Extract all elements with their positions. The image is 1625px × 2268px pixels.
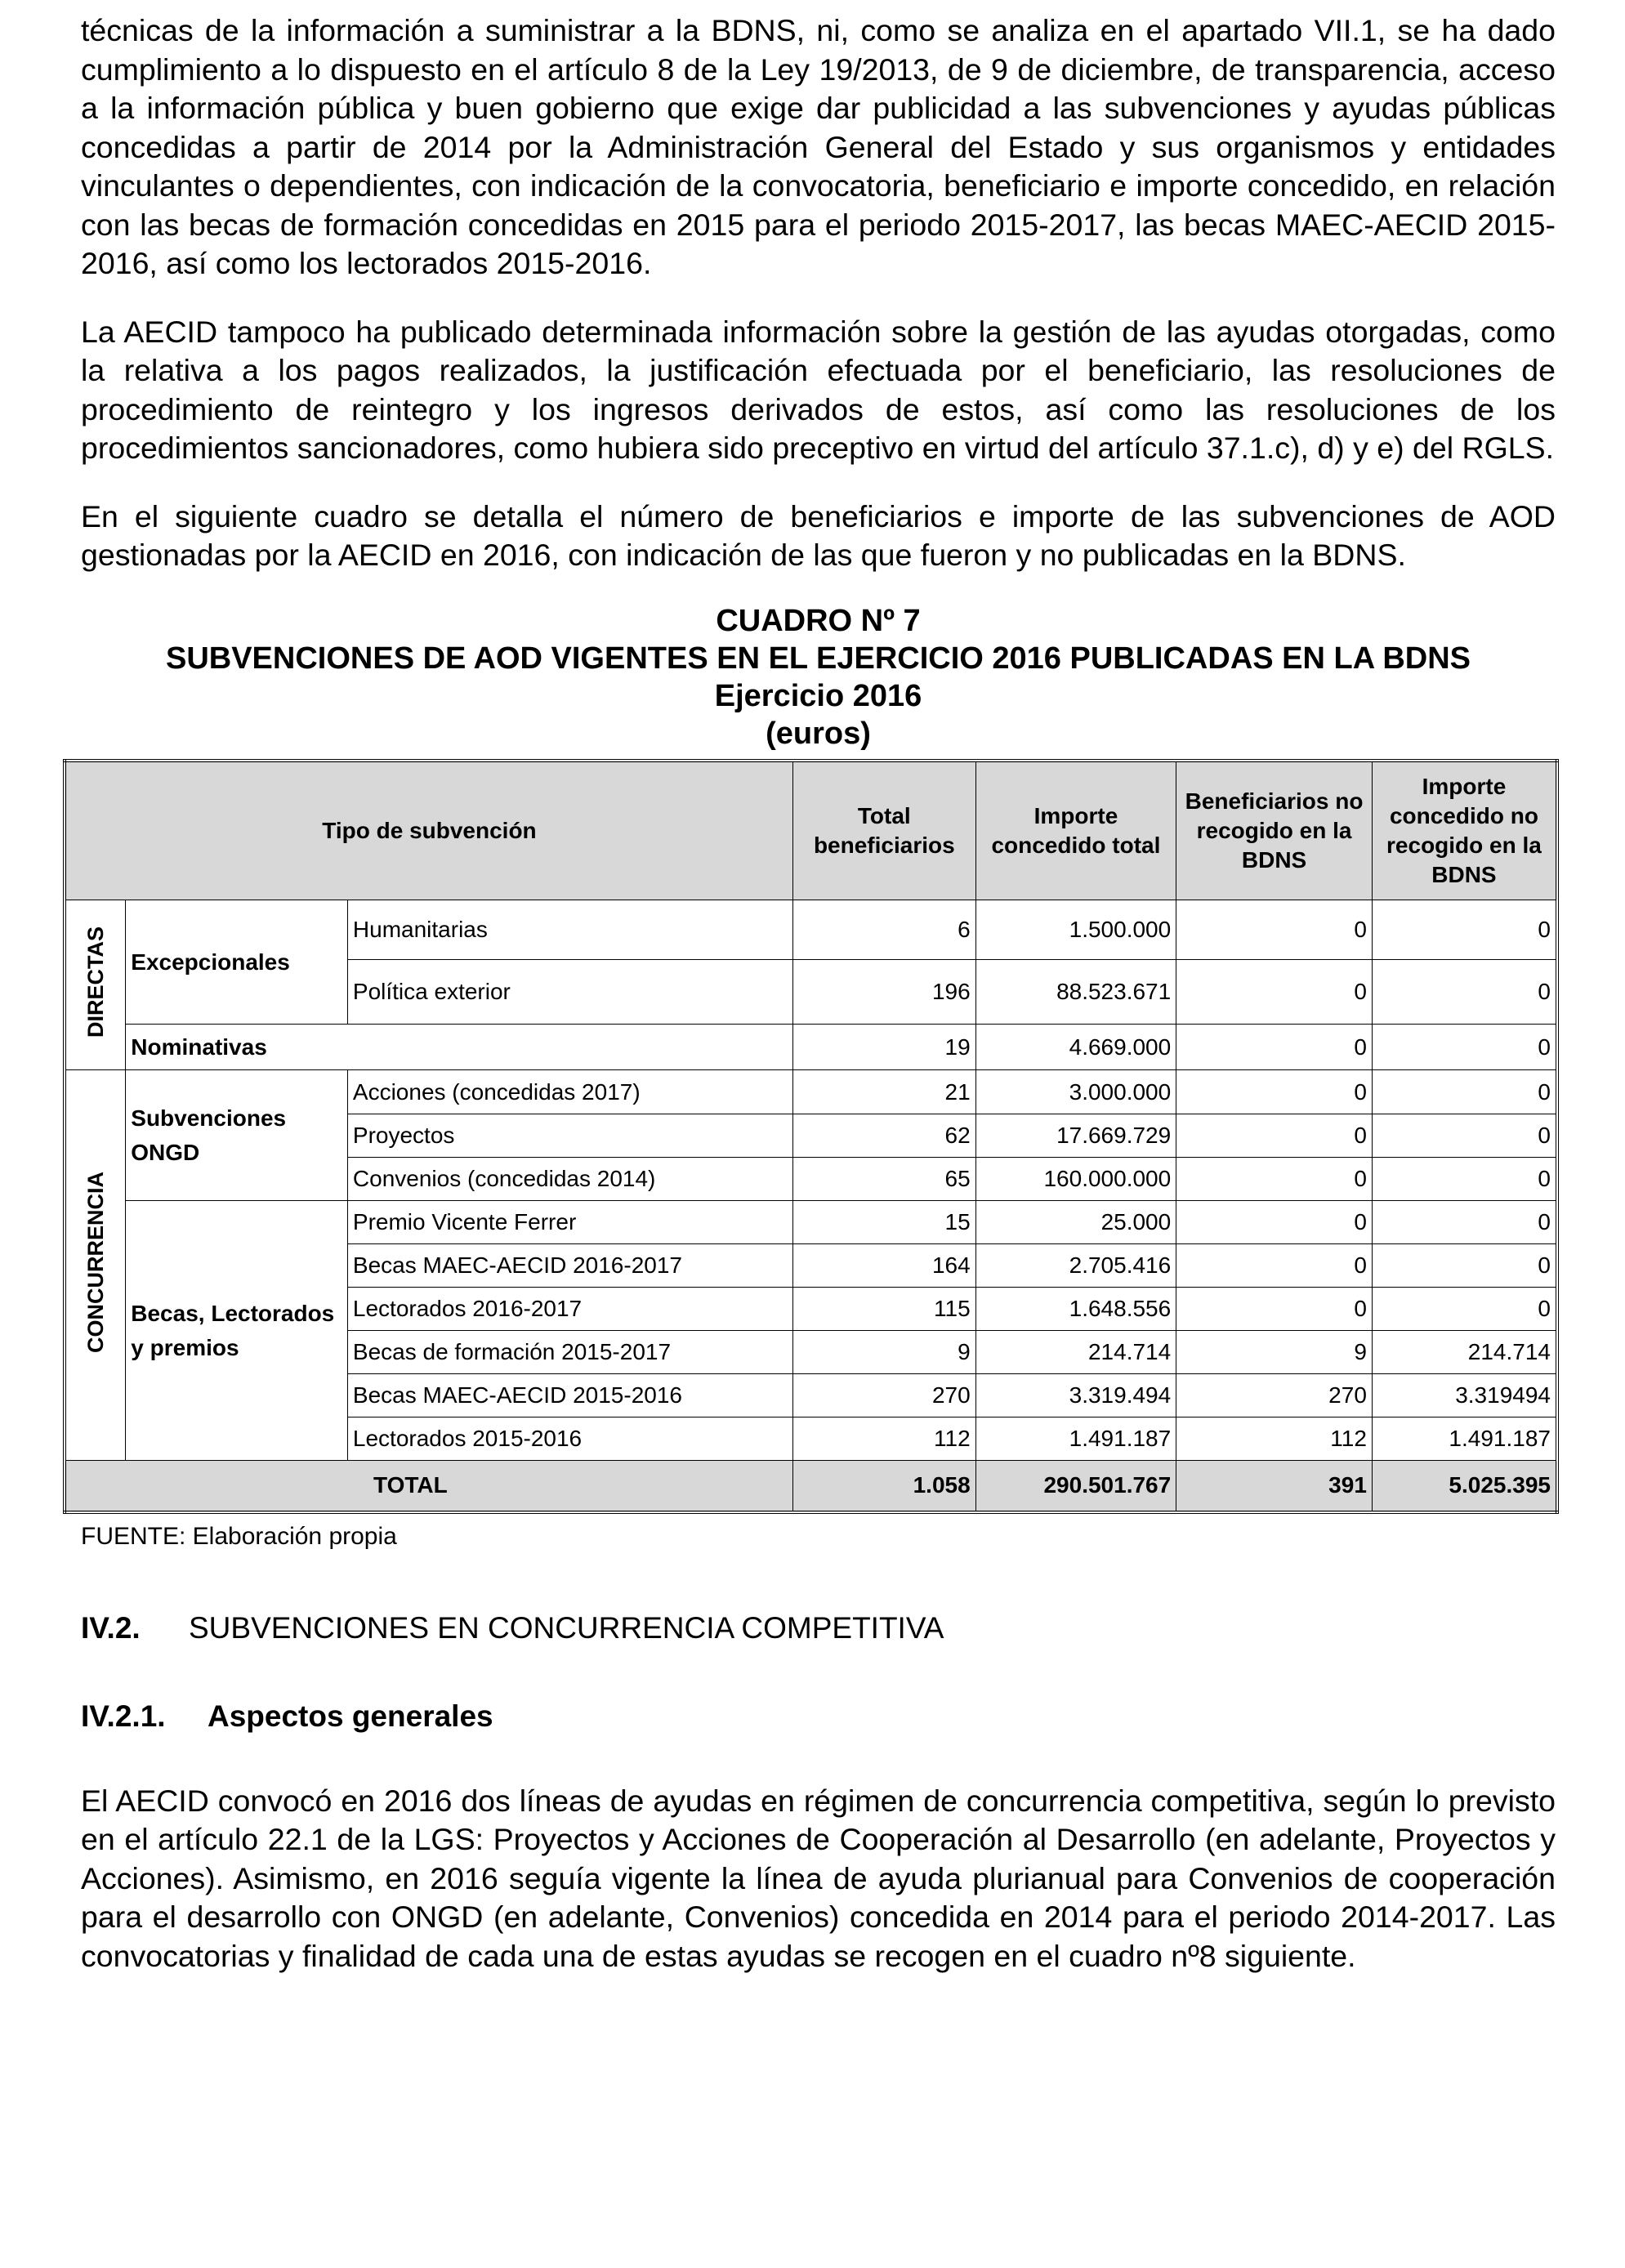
cell-total: 115	[792, 1288, 975, 1331]
cell-benef-no: 0	[1176, 1114, 1373, 1158]
header-beneficiarios-no-bdns: Beneficiarios no recogido en la BDNS	[1176, 761, 1373, 900]
subsection-heading	[81, 1699, 1556, 1734]
table-row	[65, 1201, 1557, 1244]
cell-importe-no: 0	[1372, 1288, 1557, 1331]
row-label: Convenios (concedidas 2014)	[347, 1158, 792, 1201]
table-units: (euros)	[766, 716, 871, 751]
total-importe: 290.501.767	[975, 1461, 1176, 1512]
paragraph-3: En el siguiente cuadro se detalla el número de beneficiarios e importe de las subvenciones de AOD gestionadas por la AECID en 2016, con indicación de las que fueron y no publicadas en la BDNS.	[81, 498, 1556, 572]
table-subtitle: Ejercicio 2016	[714, 678, 922, 713]
cell-total: 15	[792, 1201, 975, 1244]
cell-benef-no: 0	[1176, 960, 1373, 1025]
table-row	[65, 1025, 1557, 1070]
row-label: Becas MAEC-AECID 2016-2017	[347, 1244, 792, 1288]
cell-benef-no: 270	[1176, 1374, 1373, 1418]
cell-total: 65	[792, 1158, 975, 1201]
paragraph-1: técnicas de la información a suministrar a la BDNS, ni, como se analiza en el apartado VII.1, se ha dado cumplimiento a lo dispuesto en el artículo 8 de la Ley 19/2013, de 9 de diciembre, de transparencia, acceso a la información pública y buen gobierno que exige dar publicidad a las subvenciones y ayudas públicas concedidas a partir de 2014 por la Administración General del Estado y sus organismos y entidades vinculantes o dependientes, con indicación de la convocatoria, beneficiario e importe concedido, en relación con las becas de formación concedidas en 2015 para el periodo 2015-2017, las becas MAEC-AECID 2015-2016, así como los lectorados 2015-2016.	[81, 13, 1556, 280]
cell-benef-no: 112	[1176, 1418, 1373, 1461]
cell-total: 270	[792, 1374, 975, 1418]
paragraph-2: La AECID tampoco ha publicado determinada información sobre la gestión de las ayudas otorgadas, como la relativa a los pagos realizados, la justificación efectuada por el beneficiario, las resoluciones de procedimiento de reintegro y los ingresos derivados de estos, así como las resoluciones de los procedimientos sancionadores, como hubiera sido preceptivo en virtud del artículo 37.1.c), d) y e) del RGLS.	[81, 314, 1556, 465]
row-label: Proyectos	[347, 1114, 792, 1158]
cell-total: 112	[792, 1418, 975, 1461]
subsidies-table	[63, 759, 1559, 1514]
cell-importe-no: 0	[1372, 1070, 1557, 1114]
total-importe-no: 5.025.395	[1372, 1461, 1557, 1512]
cell-total: 62	[792, 1114, 975, 1158]
cell-importe: 1.500.000	[975, 900, 1176, 960]
group-directas: DIRECTAS	[65, 900, 126, 1070]
header-total-beneficiarios: Total beneficiarios	[792, 761, 975, 900]
cell-importe: 214.714	[975, 1331, 1176, 1374]
row-label: Becas de formación 2015-2017	[347, 1331, 792, 1374]
group-excepcionales: Excepcionales	[126, 900, 348, 1025]
table-title-block	[81, 602, 1556, 752]
total-beneficiarios: 1.058	[792, 1461, 975, 1512]
row-label: Premio Vicente Ferrer	[347, 1201, 792, 1244]
cell-importe: 4.669.000	[975, 1025, 1176, 1070]
cell-importe-no: 0	[1372, 1201, 1557, 1244]
cell-importe-no: 0	[1372, 900, 1557, 960]
cell-benef-no: 0	[1176, 1201, 1373, 1244]
cell-benef-no: 0	[1176, 1070, 1373, 1114]
group-concurrencia: CONCURRENCIA	[65, 1070, 126, 1461]
header-importe-no-bdns: Importe concedido no recogido en la BDNS	[1372, 761, 1557, 900]
cell-total: 19	[792, 1025, 975, 1070]
cell-importe: 2.705.416	[975, 1244, 1176, 1288]
cell-importe: 1.491.187	[975, 1418, 1176, 1461]
cell-importe: 1.648.556	[975, 1288, 1176, 1331]
cell-benef-no: 0	[1176, 1244, 1373, 1288]
subsection-number: IV.2.1.	[81, 1699, 166, 1733]
cell-total: 196	[792, 960, 975, 1025]
header-tipo: Tipo de subvención	[65, 761, 792, 900]
table-row	[65, 1070, 1557, 1114]
row-label: Acciones (concedidas 2017)	[347, 1070, 792, 1114]
section-heading	[81, 1610, 1556, 1646]
cell-benef-no: 0	[1176, 1025, 1373, 1070]
section-title: SUBVENCIONES EN CONCURRENCIA COMPETITIVA	[189, 1610, 944, 1645]
cell-importe: 88.523.671	[975, 960, 1176, 1025]
document-page	[81, 11, 1556, 1976]
row-label: Humanitarias	[347, 900, 792, 960]
cell-total: 164	[792, 1244, 975, 1288]
table-title: SUBVENCIONES DE AOD VIGENTES EN EL EJERCICIO 2016 PUBLICADAS EN LA BDNS	[165, 641, 1471, 676]
cell-total: 21	[792, 1070, 975, 1114]
cell-importe: 3.319.494	[975, 1374, 1176, 1418]
cell-benef-no: 0	[1176, 1288, 1373, 1331]
paragraph-4: El AECID convocó en 2016 dos líneas de ayudas en régimen de concurrencia competitiva, según lo previsto en el artículo 22.1 de la LGS: Proyectos y Acciones de Cooperación al Desarrollo (en adelante, Proyectos y Acciones). Asimismo, en 2016 seguía vigente la línea de ayuda plurianual para Convenios de cooperación para el desarrollo con ONGD (en adelante, Convenios) concedida en 2014 para el periodo 2014-2017. Las convocatorias y finalidad de cada una de estas ayudas se recogen en el cuadro nº8 siguiente.	[81, 1783, 1556, 1973]
cell-importe: 25.000	[975, 1201, 1176, 1244]
subsection-title: Aspectos generales	[208, 1699, 493, 1733]
total-label: TOTAL	[65, 1461, 792, 1512]
group-ongd: Subvenciones ONGD	[126, 1070, 348, 1201]
cell-importe: 17.669.729	[975, 1114, 1176, 1158]
cell-importe-no: 1.491.187	[1372, 1418, 1557, 1461]
cell-importe-no: 0	[1372, 1244, 1557, 1288]
cell-total: 6	[792, 900, 975, 960]
cell-benef-no: 9	[1176, 1331, 1373, 1374]
row-label: Lectorados 2015-2016	[347, 1418, 792, 1461]
table-source: FUENTE: Elaboración propia	[81, 1522, 397, 1550]
row-label: Lectorados 2016-2017	[347, 1288, 792, 1331]
total-row	[65, 1461, 1557, 1512]
cell-importe-no: 0	[1372, 1114, 1557, 1158]
cell-total: 9	[792, 1331, 975, 1374]
header-importe-total: Importe concedido total	[975, 761, 1176, 900]
row-label-nominativas: Nominativas	[126, 1025, 793, 1070]
row-label: Becas MAEC-AECID 2015-2016	[347, 1374, 792, 1418]
cell-importe-no: 214.714	[1372, 1331, 1557, 1374]
cell-benef-no: 0	[1176, 1158, 1373, 1201]
table-number: CUADRO Nº 7	[716, 603, 921, 638]
section-number: IV.2.	[81, 1610, 141, 1645]
total-benef-no: 391	[1176, 1461, 1373, 1512]
row-label: Política exterior	[347, 960, 792, 1025]
cell-importe: 3.000.000	[975, 1070, 1176, 1114]
cell-benef-no: 0	[1176, 900, 1373, 960]
cell-importe-no: 3.319494	[1372, 1374, 1557, 1418]
table-row	[65, 900, 1557, 960]
cell-importe-no: 0	[1372, 1025, 1557, 1070]
group-becas: Becas, Lectorados y premios	[126, 1201, 348, 1461]
cell-importe-no: 0	[1372, 960, 1557, 1025]
cell-importe: 160.000.000	[975, 1158, 1176, 1201]
cell-importe-no: 0	[1372, 1158, 1557, 1201]
